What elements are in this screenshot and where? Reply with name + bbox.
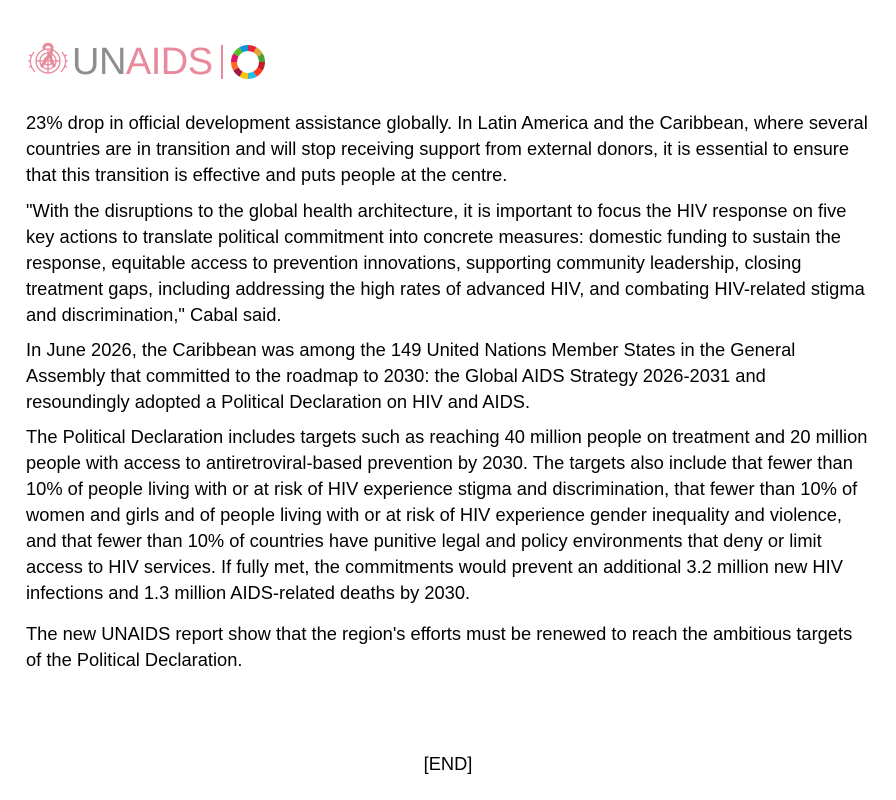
end-marker: [END] — [423, 753, 473, 774]
wordmark-aids: AIDS — [125, 41, 213, 83]
un-emblem-ribbon-icon — [26, 42, 70, 82]
article-body — [26, 110, 870, 682]
article-paragraph-quote: "With the disruptions to the global health architecture, it is important to focus the HIV response on five key actions to translate political commitment into concrete measures: domestic funding to sustain the response, equitable access to prevention innovations, supporting community leadership, closing treatment gaps, including addressing the high rates of advanced HIV, and combating HIV-related stigma and discrimination," Cabal said. — [26, 200, 865, 325]
wordmark-un: UN — [72, 41, 126, 83]
sdg-wheel-icon — [231, 45, 265, 79]
article-paragraph: The Political Declaration includes targets such as reaching 40 million people on treatment and 20 million people with access to antiretroviral-based prevention by 2030. The targets also include that fewer than 10% of people living with or at risk of HIV experience stigma and discrimination, that fewer than 10% of women and girls and of people living with or at risk of HIV experience gender inequality and violence, and that fewer than 10% of countries have punitive legal and policy environments that deny or limit access to HIV services. If fully met, the commitments would prevent an additional 3.2 million new HIV infections and 1.3 million AIDS-related deaths by 2030. — [26, 426, 868, 603]
logo-separator — [221, 45, 223, 79]
article-paragraph: In June 2026, the Caribbean was among the 149 United Nations Member States in the General Assembly that committed to the roadmap to 2030: the Global AIDS Strategy 2026-2031 and resoundingly adopted a Political Declaration on HIV and AIDS. — [26, 339, 796, 412]
unaids-wordmark — [72, 42, 213, 82]
unaids-logo — [26, 42, 265, 82]
article-paragraph: 23% drop in official development assistance globally. In Latin America and the Caribbean, where several countries are in transition and will stop receiving support from external donors, it is essential to ensure that this transition is effective and puts people at the centre. — [26, 112, 868, 185]
article-paragraph: The new UNAIDS report show that the region's efforts must be renewed to reach the ambitious targets of the Political Declaration. — [26, 623, 853, 670]
